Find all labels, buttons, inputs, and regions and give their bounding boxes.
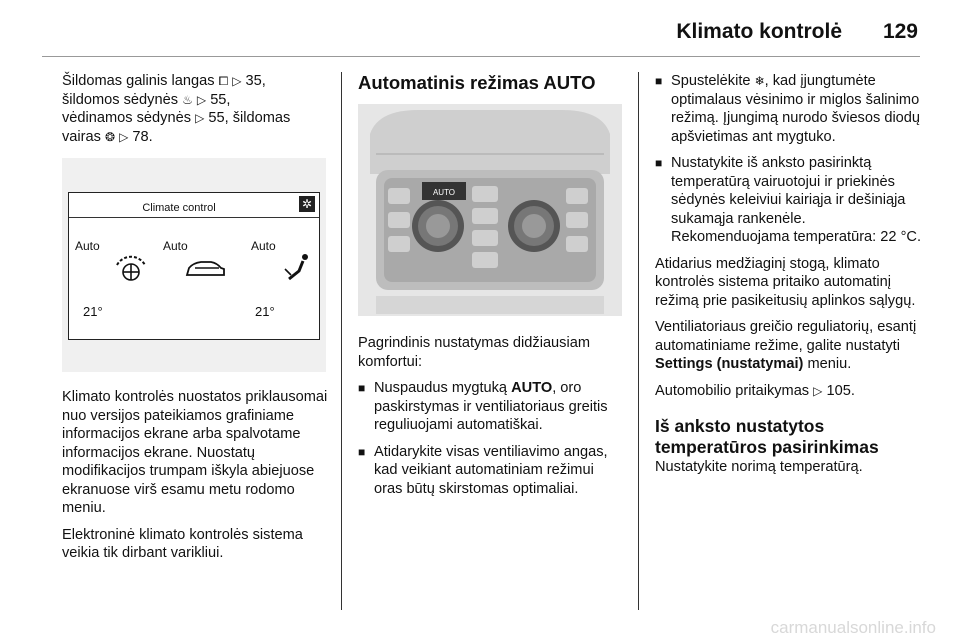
reference-arrow-icon: ▷ xyxy=(196,92,207,107)
ref-text: 35, xyxy=(245,73,266,89)
settings-keyword: Settings (nustatymai) xyxy=(655,356,804,372)
column-3 xyxy=(655,72,923,485)
intro-text: vairas xyxy=(62,128,101,145)
engine-paragraph: Elektroninė klimato kontrolės sistema veikia tik dirbant varikliui. xyxy=(62,526,303,561)
left-temperature: 21° xyxy=(83,304,103,319)
intro-text: šildomos sėdynės xyxy=(62,91,178,108)
fan-auto-label: Auto xyxy=(75,239,100,253)
list-item xyxy=(655,72,923,146)
settings-icon: ✲ xyxy=(299,196,315,212)
header-divider xyxy=(42,56,920,57)
heated-steering-wheel-icon: ❂ xyxy=(105,129,116,144)
reference-arrow-icon: ▷ xyxy=(195,111,205,125)
auto-button-label: AUTO xyxy=(432,188,456,197)
climate-control-screen-figure xyxy=(62,158,326,372)
ac-snowflake-icon: ❄ xyxy=(754,74,765,88)
reference-arrow-icon: ▷ xyxy=(813,383,823,398)
list-text: Spustelėkite xyxy=(671,73,751,89)
column-divider-1 xyxy=(341,72,342,610)
page-header-title: Klimato kontrolė xyxy=(676,20,842,43)
paragraph-text: Ventiliatoriaus greičio reguliatorių, esantį automatiniame režime, galite nustatyti xyxy=(655,319,917,354)
display-divider xyxy=(69,217,319,218)
vehicle-personalization-paragraph xyxy=(655,382,923,401)
climate-control-display xyxy=(68,192,320,340)
column-1 xyxy=(62,72,332,571)
reference-arrow-icon: ▷ xyxy=(119,129,129,144)
seat-auto-label: Auto xyxy=(251,239,276,253)
auto-mode-list xyxy=(358,379,626,498)
section-heading-auto-mode: Automatinis režimas AUTO xyxy=(358,72,596,93)
watermark: carmanualsonline.info xyxy=(770,618,936,637)
distribution-auto-label: Auto xyxy=(163,239,188,253)
list-item xyxy=(358,443,626,499)
section-heading-preset-temperature: Iš anksto nustatytos temperatūros pasirinkimas xyxy=(655,416,879,457)
list-text: Nuspaudus mygtuką xyxy=(374,380,508,396)
ref-text: 55, šildomas xyxy=(208,110,291,126)
list-item xyxy=(655,154,923,247)
heated-seat-icon: ♨ xyxy=(182,92,193,107)
intro-text: vėdinamos sėdynės xyxy=(62,110,191,126)
page-number: 129 xyxy=(882,20,918,43)
list-text: , oro paskirstymas ir ventiliatoriaus greitis reguliuojami automatiškai. xyxy=(374,380,608,433)
column-2 xyxy=(358,72,626,506)
right-temperature: 21° xyxy=(255,304,275,319)
list-text: , kad įjungtumėte optimalaus vėsinimo ir miglos šalinimo režimą. Įjungimą nurodo šviesos diodų apšvietimas ant mygtuko. xyxy=(671,73,921,145)
fan-icon xyxy=(113,253,149,283)
comfort-paragraph: Pagrindinis nustatymas didžiausiam komfortui: xyxy=(358,335,590,370)
settings-paragraph: Klimato kontrolės nuostatos priklausomai nuo versijos pateikiamos grafiniame informacijos ekrane arba spalvotame informacijos ekrane. Nuostatų modifikacijos trumpam iškyla abiejuose ekranuose virš esamu metu rodomo meniu. xyxy=(62,389,328,516)
sunroof-paragraph: Atidarius medžiaginį stogą, klimato kontrolės sistema pritaiko automatinį režimą prie pasikeitusių aplinkos sąlygų. xyxy=(655,255,916,309)
control-panel-figure xyxy=(358,104,622,316)
auto-keyword: AUTO xyxy=(511,380,553,396)
paragraph-text: meniu. xyxy=(807,356,852,372)
list-text: Nustatykite iš anksto pasirinktą temperatūrą vairuotojui ir priekinės sėdynės keleiviui kairiąja ir dešiniąja sukamąja rankenėle. Rekomenduojama temperatūra: 22 °C. xyxy=(671,155,922,245)
seat-airflow-icon xyxy=(281,253,313,283)
intro-text: Šildomas galinis langas xyxy=(62,73,215,89)
intro-paragraph xyxy=(62,72,332,146)
ref-text: 78. xyxy=(132,128,153,145)
climate-control-panel-illustration xyxy=(358,104,622,316)
display-title: Climate control xyxy=(142,202,216,214)
rear-window-heat-icon: ⧠ xyxy=(218,74,229,88)
paragraph-text: 105. xyxy=(826,382,855,399)
paragraph-text: Automobilio pritaikymas xyxy=(655,382,810,399)
set-temperature-paragraph: Nustatykite norimą temperatūrą. xyxy=(655,459,863,475)
list-text: Atidarykite visas ventiliavimo angas, kad veikiant automatiniam režimui oras būtų skirstomas optimaliai. xyxy=(374,443,608,497)
list-item xyxy=(358,379,626,435)
instructions-list xyxy=(655,72,923,247)
ref-text: 55, xyxy=(210,91,231,108)
reference-arrow-icon: ▷ xyxy=(232,74,242,88)
car-icon xyxy=(183,253,227,283)
column-divider-2 xyxy=(638,72,639,610)
fan-speed-paragraph xyxy=(655,318,923,374)
